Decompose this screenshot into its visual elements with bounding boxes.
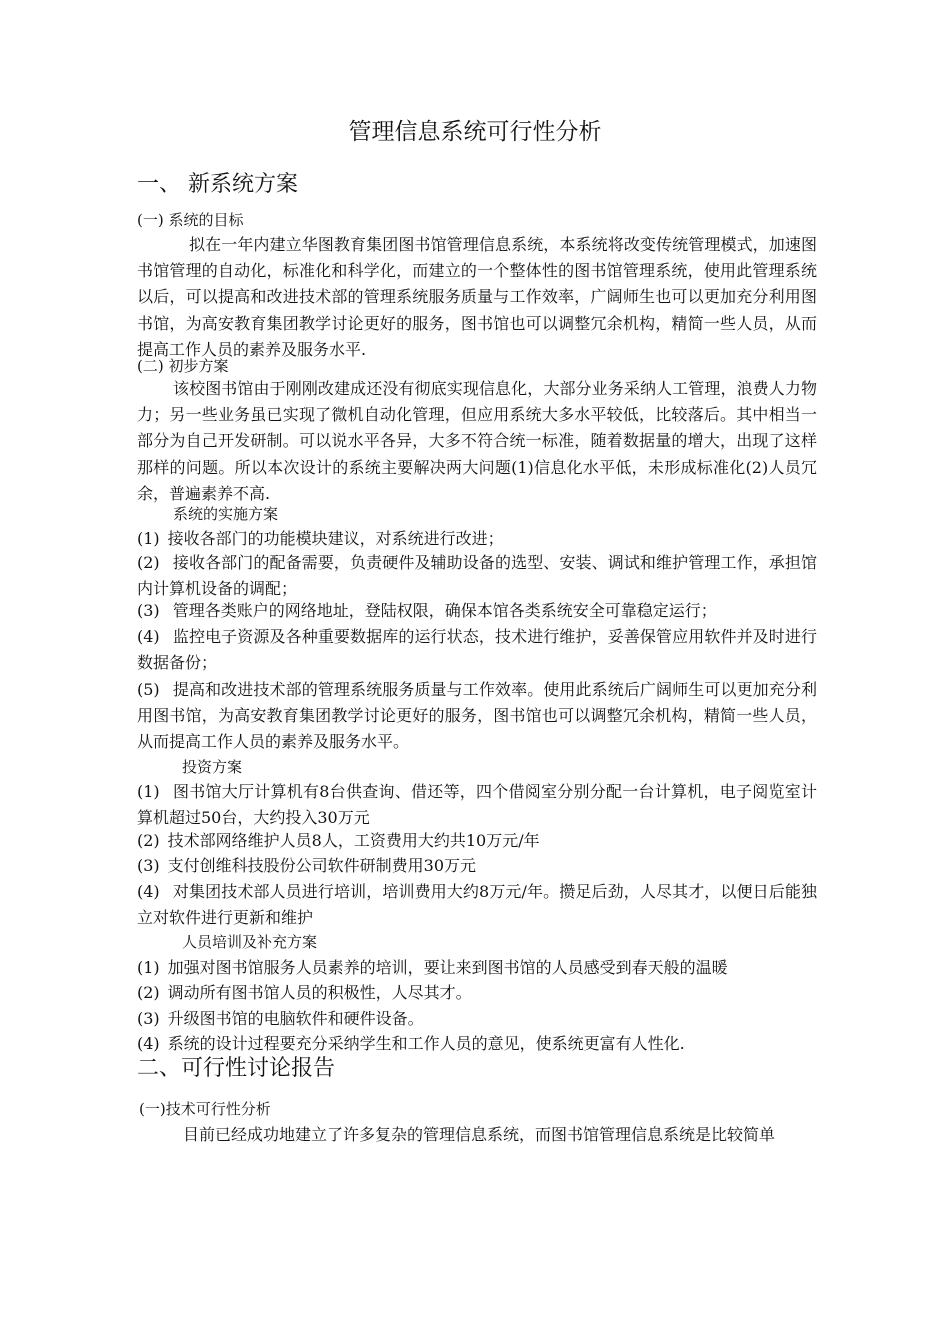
- item-number: (4): [137, 1034, 160, 1053]
- item-number: (3): [137, 1009, 160, 1028]
- label-training-plan: 人员培训及补充方案: [182, 933, 318, 951]
- item-text: 监控电子资源及各种重要数据库的运行状态，技术进行维护，妥善保管应用软件并及时进行数据备份；: [137, 627, 817, 672]
- item-number: (2): [137, 831, 160, 850]
- item-number: (5): [137, 680, 160, 699]
- item-text: 技术部网络维护人员8人，工资费用大约共10万元/年: [167, 831, 540, 850]
- list-item-implementation-1: [137, 526, 817, 552]
- paragraph-system-goal: 拟在一年内建立华图教育集团图书馆管理信息系统，本系统将改变传统管理模式，加速图书馆管理的自动化，标准化和科学化，而建立的一个整体性的图书馆管理系统，使用此管理系统以后，可以提高和改进技术部的管理系统服务质量与工作效率，广阔师生也可以更加充分利用图书馆，为高安教育集团教学讨论更好的服务，图书馆也可以调整冗余机构，精简一些人员，从而提高工作人员的素养及服务水平.: [137, 235, 817, 359]
- list-item-training-2: [137, 980, 817, 1006]
- section-heading-feasibility-report: 二、可行性讨论报告: [137, 1056, 336, 1081]
- list-item-investment-3: [137, 853, 817, 879]
- list-item-implementation-4: [137, 624, 817, 676]
- item-text: 对集团技术部人员进行培训，培训费用大约8万元/年。攒足后劲，人尽其才，以便日后能独立对软件进行更新和维护: [137, 882, 817, 927]
- item-number: (1): [137, 958, 160, 977]
- item-text: 支付创维科技股份公司软件研制费用30万元: [167, 856, 477, 875]
- list-item-investment-1: [137, 779, 817, 831]
- item-text: 提高和改进技术部的管理系统服务质量与工作效率。使用此系统后广阔师生可以更加充分利用图书馆，为高安教育集团教学讨论更好的服务，图书馆也可以调整冗余机构，精简一些人员，从而提高工作人员的素养及服务水平。: [137, 680, 817, 751]
- item-number: (2): [137, 553, 160, 572]
- item-text: 管理各类账户的网络地址，登陆权限，确保本馆各类系统安全可靠稳定运行；: [167, 601, 717, 620]
- paragraph-technical-feasibility: 目前已经成功地建立了许多复杂的管理信息系统，而图书馆管理信息系统是比较简单: [183, 1125, 776, 1144]
- list-item-investment-2: [137, 828, 817, 854]
- item-number: (3): [137, 601, 160, 620]
- list-item-investment-4: [137, 879, 817, 931]
- item-number: (4): [137, 882, 160, 901]
- subheading-system-goal: (一) 系统的目标: [137, 211, 244, 229]
- item-number: (3): [137, 856, 160, 875]
- document-title: 管理信息系统可行性分析: [348, 119, 602, 145]
- item-number: (4): [137, 627, 160, 646]
- item-text: 加强对图书馆服务人员素养的培训，要让来到图书馆的人员感受到春天般的温暖: [167, 958, 728, 977]
- item-text: 调动所有图书馆人员的积极性，人尽其才。: [167, 983, 472, 1002]
- item-text: 图书馆大厅计算机有8台供查询、借还等，四个借阅室分别分配一台计算机，电子阅览室计算机超过50台，大约投入30万元: [137, 782, 817, 827]
- item-number: (2): [137, 983, 160, 1002]
- item-number: (1): [137, 529, 160, 548]
- item-text: 接收各部门的配备需要，负责硬件及辅助设备的选型、安装、调试和维护管理工作，承担馆内计算机设备的调配；: [137, 553, 817, 598]
- section-heading-new-system: 一、 新系统方案: [137, 172, 298, 197]
- list-item-implementation-3: [137, 598, 817, 624]
- list-item-implementation-2: [137, 550, 817, 602]
- item-text: 系统的设计过程要充分采纳学生和工作人员的意见，使系统更富有人性化.: [167, 1034, 685, 1053]
- label-investment-plan: 投资方案: [182, 758, 243, 776]
- item-number: (1): [137, 782, 160, 801]
- list-item-training-3: [137, 1006, 817, 1032]
- item-text: 升级图书馆的电脑软件和硬件设备。: [167, 1009, 424, 1028]
- list-item-implementation-5: [137, 677, 817, 755]
- paragraph-initial-plan: 该校图书馆由于刚刚改建成还没有彻底实现信息化，大部分业务采纳人工管理，浪费人力物力；另一些业务虽已实现了微机自动化管理，但应用系统大多水平较低，比较落后。其中相当一部分为自己开发研制。可以说水平各异，大多不符合统一标准，随着数据量的增大，出现了这样那样的问题。所以本次设计的系统主要解决两大问题(1)信息化水平低，未形成标准化(2)人员冗余，普遍素养不高.: [137, 379, 817, 503]
- label-implementation-plan: 系统的实施方案: [173, 505, 279, 523]
- subheading-technical-feasibility: (一)技术可行性分析: [139, 1100, 271, 1118]
- item-text: 接收各部门的功能模块建议，对系统进行改进；: [167, 529, 504, 548]
- subheading-initial-plan: (二) 初步方案: [137, 357, 229, 375]
- list-item-training-1: [137, 955, 817, 981]
